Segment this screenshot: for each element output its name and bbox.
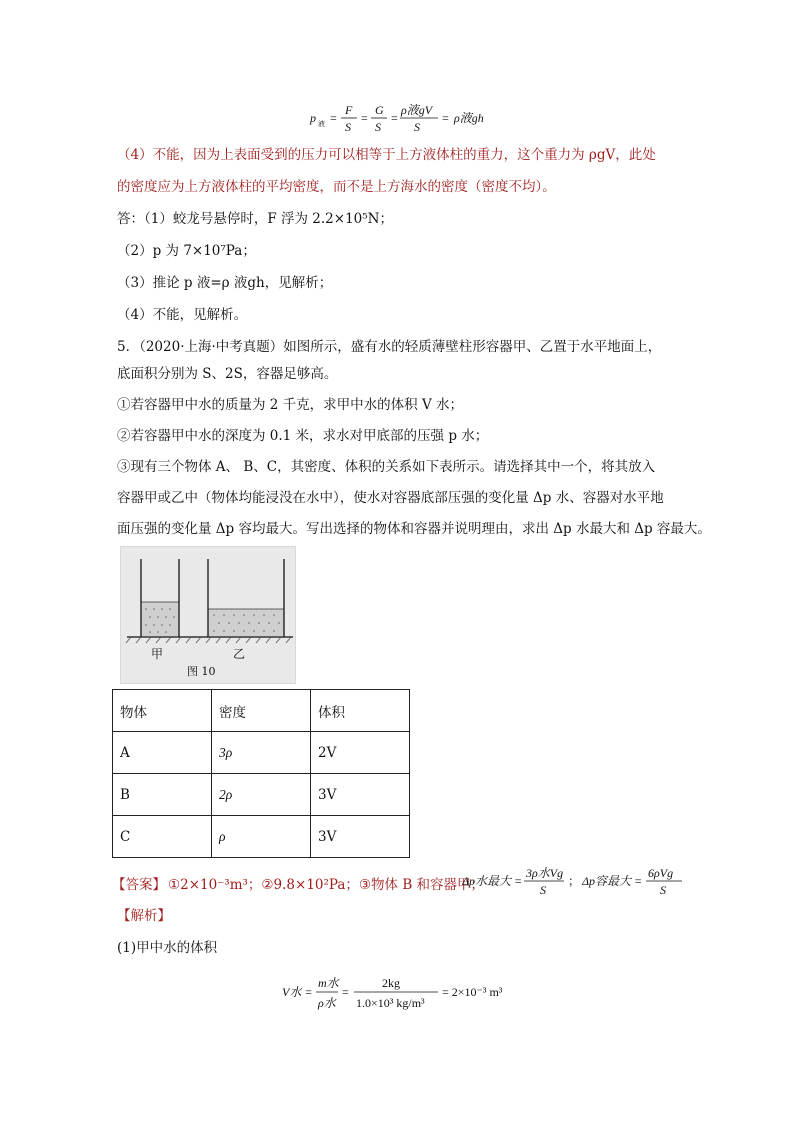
svg-text:=: = [361,111,368,125]
table-cell: B [113,774,212,816]
formula-lhs: p [310,111,316,125]
analysis-heading: 【解析】 [117,908,171,924]
table-cell: 3ρ [212,732,311,774]
answer-f2-num: 6ρVg [648,866,674,880]
answer-row [112,865,692,899]
f1-den: S [345,120,351,134]
table-cell: 2V [311,732,410,774]
pressure-derivation-formula [300,98,530,138]
part4-line-1: （4）不能，因为上表面受到的压力可以相等于上方液体柱的重力，这个重力为 ρgV，此处 [117,147,656,163]
table-cell: ρ [212,816,311,858]
f2-den: S [375,120,381,134]
svg-text:=: = [442,111,449,125]
table-row [113,732,410,774]
table-row [113,816,410,858]
answer-line-4: （4）不能，见解析。 [117,307,248,323]
fv-f2-den: 1.0×10³ kg/m³ [356,996,425,1010]
table-cell: 3V [311,774,410,816]
q5-line-3: ①若容器甲中水的质量为 2 千克，求甲中水的体积 V 水； [117,397,464,413]
answer-line-1: 答：（1）蛟龙号悬停时，F 浮为 2.2×10⁵N； [117,211,393,227]
svg-text:=: = [342,985,349,999]
q5-line-7: 面压强的变化量 Δp 容均最大。写出选择的物体和容器并说明理由，求出 Δp 水最大和 Δp 容最大。 [117,521,711,537]
fv-lhs: V水 = [282,985,313,999]
figure-caption: 图 10 [187,665,216,678]
q5-line-1: 5．（2020·上海·中考真题）如图所示，盛有水的轻质薄壁柱形容器甲、乙置于水平地面上， [117,339,662,355]
f3-num: ρ液gV [401,103,433,117]
answer-fractions [462,865,692,899]
analysis-line-1: (1)甲中水的体积 [117,940,218,956]
answer-text: ①2×10⁻³m³；②9.8×10²Pa；③物体 B 和容器甲； [168,877,485,893]
table-header-row [113,690,410,732]
answer-f1-lhs: Δp水最大 = [462,874,523,888]
svg-text:；: ； [568,874,581,888]
answer-bracket-label: 【答案】 [112,877,166,893]
q5-line-2: 底面积分别为 S、2S，容器足够高。 [117,366,338,382]
objects-properties-table [112,689,410,858]
answer-f2-den: S [660,883,666,897]
q5-line-6: 容器甲或乙中（物体均能浸没在水中），使水对容器底部压强的变化量 Δp 水、容器对水平地 [117,490,664,506]
table-row [113,774,410,816]
fv-f1-den: ρ水 [318,996,336,1010]
svg-text:=: = [391,111,398,125]
f1-num: F [345,103,353,117]
table-header-cell: 物体 [113,690,212,732]
part4-line-2: 的密度应为上方液体柱的平均密度，而不是上方海水的密度（密度不均）。 [117,179,556,195]
answer-f1-den: S [540,883,546,897]
label-jia: 甲 [151,647,164,661]
table-cell: 3V [311,816,410,858]
volume-formula [282,970,522,1016]
fv-rhs: = 2×10⁻³ m³ [442,985,503,999]
table-cell: 2ρ [212,774,311,816]
f-rhs: ρ液gh [454,111,484,125]
label-yi: 乙 [233,647,246,661]
answer-f2-lhs: Δp容最大 = [582,874,643,888]
figure-10-containers [120,546,296,684]
table-header-cell: 体积 [311,690,410,732]
f2-num: G [375,103,384,117]
answer-line-2: （2）p 为 7×10⁷Pa； [117,243,256,259]
svg-text:=: = [330,111,337,125]
f3-den: S [414,120,420,134]
answer-f1-num: 3ρ水Vg [526,866,564,880]
fv-f1-num: m水 [318,976,339,990]
table-cell: C [113,816,212,858]
fv-f2-num: 2kg [382,976,400,990]
formula-lhs-sub: 液 [318,120,325,128]
answer-line-3: （3）推论 p 液=ρ 液gh，见解析； [117,275,333,291]
table-cell: A [113,732,212,774]
q5-line-4: ②若容器甲中水的深度为 0.1 米，求水对甲底部的压强 p 水； [117,428,489,444]
table-header-cell: 密度 [212,690,311,732]
q5-line-5: ③现有三个物体 A、 B、C，其密度、体积的关系如下表所示。请选择其中一个，将其放入 [117,459,656,475]
